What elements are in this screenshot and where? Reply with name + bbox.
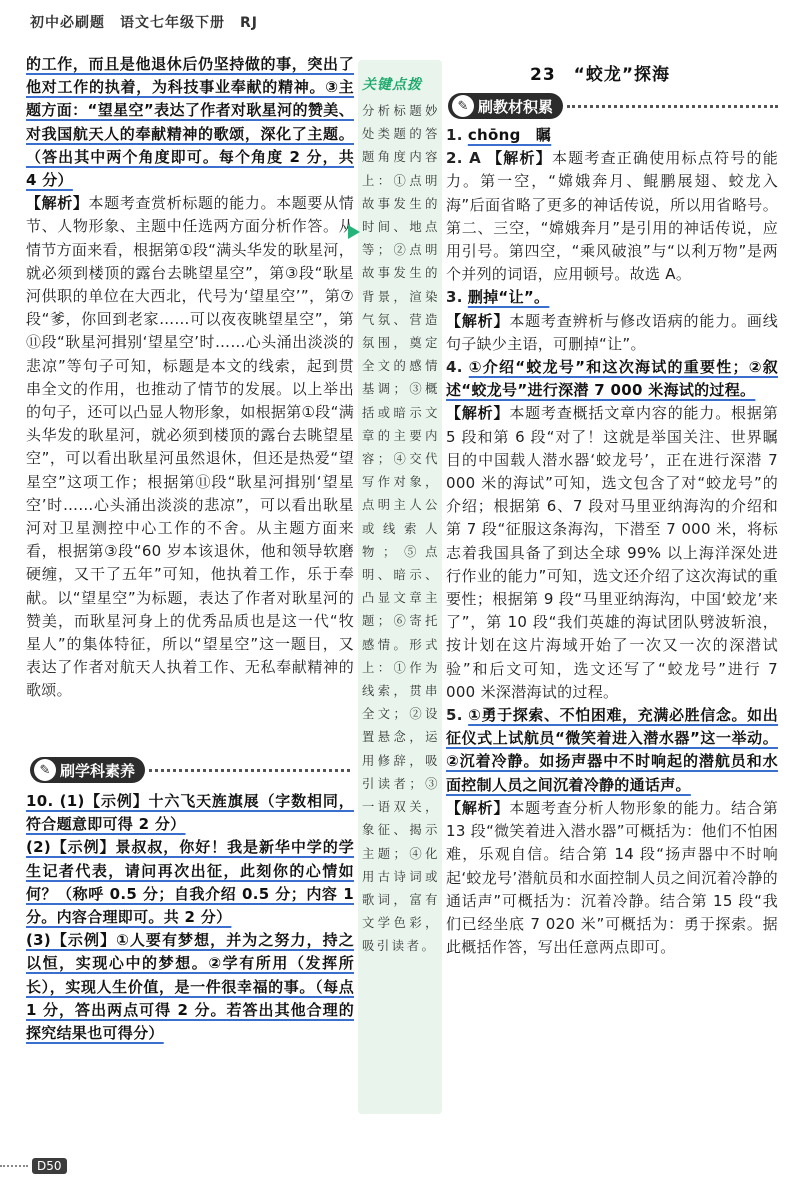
brush-icon: ✎: [452, 95, 474, 117]
q10-part1: [26, 790, 354, 836]
left-answer-continued: 的工作，而且是他退休后仍坚持做的事，突出了他对工作的执着，为科技事业奉献的精神。③主题方面：“望星空”表达了作者对耿星河的赞美、对我国航天人的奉献精神的歌颂，深化了主题。（答出其中两个角度即可。每个角度 2 分，共 4 分）: [26, 55, 354, 190]
section-banner-textbook: [448, 93, 778, 119]
q3: [446, 286, 778, 309]
q2: [446, 147, 778, 286]
analysis-label: 【解析】: [446, 311, 510, 330]
q2-analysis: 本题考查正确使用标点符号的能力。第一空，“嫦娥奔月、鲲鹏展翅、蛟龙入海”后面省略了更多的神话传说，所以用省略号。第二、三空，“嫦娥奔月”是引用的神话传说，应用引号。第四空，“乘风破浪”与“以利万物”是两个并列的词语，应用顿号。故选 A。: [446, 149, 779, 284]
q5-analysis-text: 本题考查分析人物形象的能力。结合第 13 段“微笑着进入潜水器”可概括为：他们不怕困难，乐观自信。结合第 14 段“扬声器中不时响起‘蛟龙号’潜航员和水面控制人员之间沉着冷静的通话声”可概括为：沉着冷静。结合第 15 段“我们已经坐底 7 020 米”可概括为：勇于探索。据此概括作答，写出任意两点即可。: [446, 798, 778, 957]
sidebar-text: 分析标题妙处类题的答题角度内容上：①点明故事发生的时间、地点等；②点明故事发生的背景，渲染气氛、营造氛围，奠定全文的感情基调；③概括或暗示文章的主要内容；④交代写作对象，点明主人公或线索人物；⑤点明、暗示、凸显文章主题；⑥寄托感情。形式上：①作为线索，贯串全文；②设置悬念，运用修辞，吸引读者；③一语双关，象征、揭示主题；④化用古诗词或歌词，富有文学色彩，吸引读者。: [362, 104, 440, 954]
q3-analysis: [446, 310, 778, 356]
q4-number: 4.: [446, 358, 463, 377]
article-title: 23 “蛟龙”探海: [530, 65, 671, 85]
q4: [446, 356, 778, 402]
q3-answer: 删掉“让”。: [467, 288, 550, 307]
q4-answer: ①介绍“蛟龙号”和这次海试的重要性；②叙述“蛟龙号”进行深潜 7 000 米海试的过程。: [446, 358, 778, 400]
q10-part2: (2)【示例】景叔叔，你好！我是新华中学的学生记者代表，请问再次出征，此刻你的心情如何？（称呼 0.5 分；自我介绍 0.5 分；内容 1 分。内容合理即可。共 2 分）: [26, 838, 354, 927]
pointer-arrow-icon: [348, 225, 360, 239]
analysis-label: 【解析】: [487, 149, 552, 168]
banner-label: 刷教材积累: [478, 97, 554, 116]
q3-number: 3.: [446, 288, 463, 307]
q4-analysis-text: 本题考查概括文章内容的能力。根据第 5 段和第 6 段“对了！这就是举国关注、世界瞩目的中国载人潜水器‘蛟龙号’，正在进行深潜 7 000 米的海试”可知，选文包含了对“蛟龙号”的介绍；根据第 6、7 段对马里亚纳海沟的介绍和第 7 段“征服这条海沟，下潜至 7 000 米，将标志着我国具备了到达全球 99% 以上海洋深处进行作业的能力”可知，选文还介绍了这次海试的重要性；根据第 9 段“马里亚纳海沟，中国‘蛟龙’来了”，第 10 段“我们英雄的海试团队劈波斩浪，按计划在这片海域开始了一次又一次的深潜试验”和后文可知，选文还写了“蛟龙号”进行 7 000 米深潜海试的过程。: [446, 404, 778, 701]
analysis-label: 【解析】: [26, 194, 89, 213]
banner-badge: [30, 757, 145, 783]
q5: [446, 704, 778, 797]
banner-badge: [448, 93, 563, 119]
dotted-divider: [567, 105, 778, 108]
q1-number: 1.: [446, 126, 463, 144]
analysis-text: 本题考查赏析标题的能力。本题要从情节、人物形象、主题中任选两方面分析作答。从情节方面来看，根据第①段“满头华发的耿星河，就必须到楼顶的露台去眺望星空”，第③段“耿星河供职的单位在大西北，代号为‘望星空’”，第⑦段“爹，你回到老家……可以夜夜眺望星空”，第⑪段“耿星河揖别‘望星空’时……心头涌出淡淡的悲凉”等句子可知，标题是本文的线索，起到贯串全文的作用，也推动了情节的发展。以上举出的句子，还可以凸显人物形象，如根据第①段“满头华发的耿星河，就必须到楼顶的露台去眺望星空”，可以看出耿星河虽然退休，但还是热爱“望星空”这项工作；根据第⑪段“耿星河揖别‘望星空’时……心头涌出淡淡的悲凉”，可以看出耿星河对卫星测控中心工作的不舍。从主题方面来看，根据第③段“60 岁本该退休，他和领导软磨硬缠，又干了五年”可知，他执着工作，乐于奉献。以“望星空”为标题，表达了作者对耿星河的赞美，而耿星河身上的优秀品质也是这一代“牧星人”的集体特征，所以“望星空”这一题目，又表达了作者对航天人执着工作、无私奉献精神的歌颂。: [26, 194, 354, 700]
right-column: [446, 124, 778, 959]
question-10: [26, 790, 354, 1045]
q10-part3: (3)【示例】①人要有梦想，并为之努力，持之以恒，实现心中的梦想。②学有所用（发挥所长），实现人生价值，是一件很幸福的事。（每点 1 分，答出两点可得 2 分。若答出其他合理的探究结果也可得分）: [26, 931, 354, 1043]
q3-analysis-text: 本题考查辨析与修改语病的能力。画线句子缺少主语，可删掉“让”。: [446, 311, 778, 353]
dotted-divider: [149, 769, 350, 772]
q4-analysis: [446, 402, 778, 704]
q5-number: 5.: [446, 706, 463, 725]
page-number: D50: [32, 1158, 67, 1174]
corner-dotted-line: [0, 1165, 28, 1167]
analysis-label: 【解析】: [446, 798, 510, 817]
page-header: 初中必刷题 语文七年级下册 RJ: [30, 15, 258, 31]
left-analysis: [26, 192, 354, 702]
q1-answer: chōng 瞩: [467, 126, 552, 144]
q5-answer: ①勇于探索、不怕困难，充满必胜信念。如出征仪式上试航员“微笑着进入潜水器”这一举动。②沉着冷静。如扬声器中不时响起的潜航员和水面控制人员之间沉着冷静的通话声。: [446, 706, 779, 794]
left-column: [26, 53, 354, 703]
q10-part1-text: (1)【示例】十六飞天旌旗展（字数相同，符合题意即可得 2 分）: [26, 792, 354, 834]
q2-number: 2. A: [446, 149, 482, 168]
section-banner-subject: [30, 757, 350, 783]
banner-label: 刷学科素养: [60, 761, 136, 780]
q5-analysis: [446, 797, 778, 959]
analysis-label: 【解析】: [446, 404, 510, 423]
q1: [446, 124, 778, 147]
q10-number: 10.: [26, 792, 54, 810]
brush-icon: ✎: [34, 759, 56, 781]
sidebar-title: 关键点拨: [362, 77, 422, 93]
